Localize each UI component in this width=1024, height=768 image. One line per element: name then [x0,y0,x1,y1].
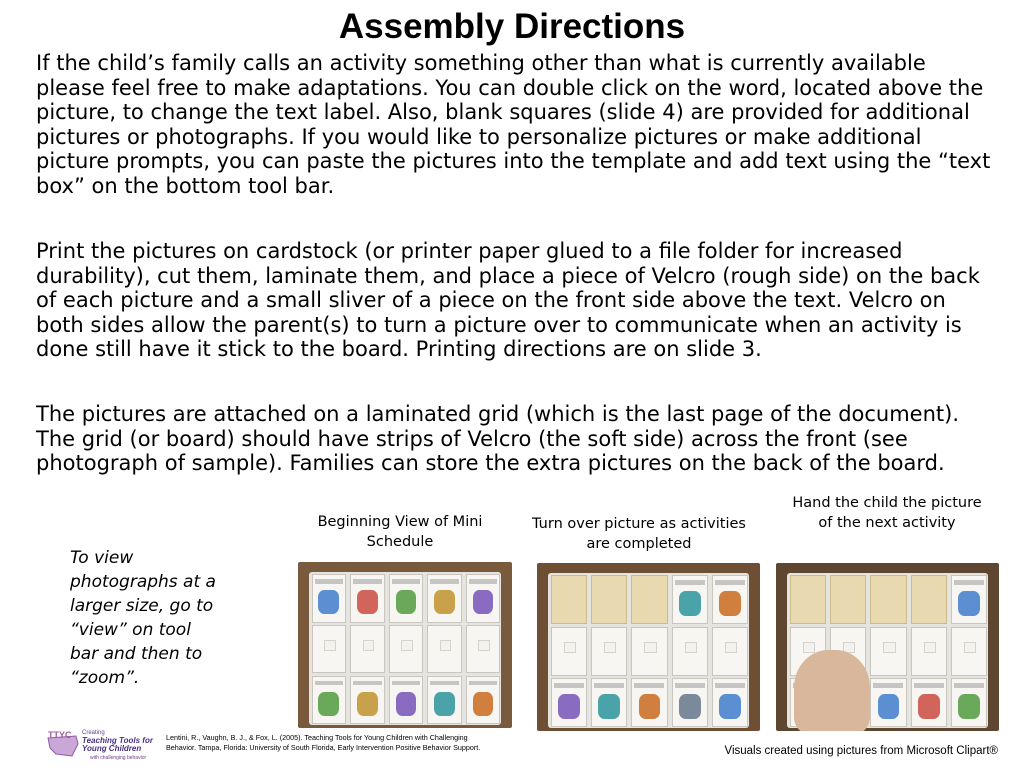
tile-label-strip [675,580,705,585]
schedule-tile [350,574,385,622]
clipart-figure [719,694,741,718]
schedule-tile [672,627,708,676]
schedule-tile [389,574,424,622]
paragraph-printing: Print the pictures on cardstock (or printer paper glued to a file folder for increased durability), cut them, laminate them, and place a piece of Velcro (rough side) on the back of each picture and a small sliver of a piece on the front side above the text. Velcro on both sides allow the parent(s) to turn a picture over to communicate when an activity is done still have it stick to the board. Printing directions are on slide 3. [36,239,980,361]
photo-caption-hand-child: Hand the child the picture of the next activity [792,495,982,531]
velcro-patch [401,640,413,651]
schedule-tile [312,574,347,622]
logo-small-bottom: with challenging behavior [90,755,147,761]
schedule-tile [870,627,906,676]
schedule-tile [427,676,462,724]
logo-mark-text: TTYC [48,730,72,740]
tile-label-strip [634,683,664,688]
clipart-figure [679,591,701,615]
schedule-tile [312,676,347,724]
hand-holding-picture [794,650,870,731]
velcro-patch [725,642,737,653]
schedule-tile [870,678,906,727]
velcro-patch [478,640,490,651]
photo-hand-child [776,563,999,731]
tile-label-strip [594,683,624,688]
schedule-tile [911,678,947,727]
paragraph-adaptations: If the child’s family calls an activity something other than what is currently available please feel free to make adaptations. You can double click on the word, located above the picture, to change the text label. Also, blank squares (slide 4) are provided for additional pictures or photographs. If you would like to personalize pictures or make additional picture prompts, you can paste the pictures into the template and add text using the “text box” on the bottom tool bar. [36,51,991,198]
velcro-patch [803,642,815,653]
schedule-board [309,572,502,725]
clipart-figure [357,590,378,614]
velcro-patch [685,642,697,653]
tile-label-strip [469,579,498,584]
tile-label-strip [430,681,459,686]
schedule-tile [551,575,587,624]
velcro-patch [363,640,375,651]
tile-label-strip [675,683,705,688]
tile-label-strip [469,681,498,686]
velcro-patch [564,642,576,653]
schedule-tile [466,676,501,724]
schedule-tile [830,575,866,624]
schedule-tile [712,627,748,676]
clipart-figure [598,694,620,718]
schedule-tile [466,574,501,622]
zoom-note: To view photographs at a larger size, go to “view” on tool bar and then to “zoom”. [70,548,216,688]
clipart-figure [558,694,580,718]
photo-turn-over [537,563,760,731]
schedule-tile [790,575,826,624]
schedule-tile [911,627,947,676]
tile-label-strip [954,580,984,585]
schedule-tile [427,574,462,622]
velcro-patch [440,640,452,651]
velcro-patch [604,642,616,653]
tile-label-strip [353,681,382,686]
schedule-tile [350,676,385,724]
schedule-tile [389,625,424,673]
clipart-figure [396,692,417,716]
tile-label-strip [715,580,745,585]
tile-label-strip [353,579,382,584]
ttyc-logo [46,728,158,764]
velcro-patch [883,642,895,653]
photo-beginning-view [298,562,512,728]
clipart-figure [473,590,494,614]
logo-small-top: Creating [82,730,105,736]
schedule-tile [551,627,587,676]
velcro-patch [644,642,656,653]
schedule-tile [312,625,347,673]
schedule-tile [951,627,987,676]
tile-label-strip [914,683,944,688]
schedule-tile [631,627,667,676]
velcro-patch [964,642,976,653]
clipart-figure [679,694,701,718]
clipart-figure [434,590,455,614]
tile-label-strip [392,681,421,686]
tile-label-strip [315,579,344,584]
clipart-figure [473,692,494,716]
paragraph-grid: The pictures are attached on a laminated grid (which is the last page of the document). The grid (or board) should have strips of Velcro (the soft side) across the front (see photograph of sample). Families can store the extra pictures on the back of the board. [36,402,960,475]
clipart-figure [434,692,455,716]
schedule-tile [951,575,987,624]
schedule-tile [427,625,462,673]
clipart-figure [719,591,741,615]
schedule-tile [389,676,424,724]
photo-caption-turn-over: Turn over picture as activities are completed [532,516,746,552]
schedule-tile [631,678,667,727]
schedule-tile [712,575,748,624]
tile-label-strip [392,579,421,584]
citation: Lentini, R., Vaughn, B. J., & Fox, L. (2005). Teaching Tools for Young Children with Challenging Behavior. Tampa, Florida: University of South Florida, Early Intervention Positive Behavior Support. [166,733,481,752]
schedule-tile [631,575,667,624]
velcro-patch [924,642,936,653]
slide-title: Assembly Directions [338,7,686,46]
clipart-figure [396,590,417,614]
tile-label-strip [315,681,344,686]
clipart-figure [878,694,900,718]
schedule-tile [712,678,748,727]
clipart-figure [318,590,339,614]
tile-label-strip [715,683,745,688]
tile-label-strip [554,683,584,688]
schedule-tile [911,575,947,624]
photo-caption-beginning: Beginning View of Mini Schedule [317,514,483,550]
logo-main-text: Teaching Tools for Young Children [82,736,153,753]
clipart-figure [318,692,339,716]
tile-label-strip [430,579,459,584]
schedule-board [548,573,749,728]
schedule-tile [350,625,385,673]
clipart-credit: Visuals created using pictures from Microsoft Clipart® [724,745,998,757]
clipart-figure [958,591,980,615]
schedule-tile [591,575,627,624]
schedule-tile [672,575,708,624]
schedule-tile [591,627,627,676]
schedule-tile [466,625,501,673]
schedule-tile [672,678,708,727]
schedule-tile [591,678,627,727]
clipart-figure [639,694,661,718]
tile-label-strip [954,683,984,688]
schedule-tile [551,678,587,727]
clipart-figure [918,694,940,718]
schedule-tile [870,575,906,624]
schedule-tile [951,678,987,727]
clipart-figure [958,694,980,718]
tile-label-strip [873,683,903,688]
velcro-patch [324,640,336,651]
clipart-figure [357,692,378,716]
